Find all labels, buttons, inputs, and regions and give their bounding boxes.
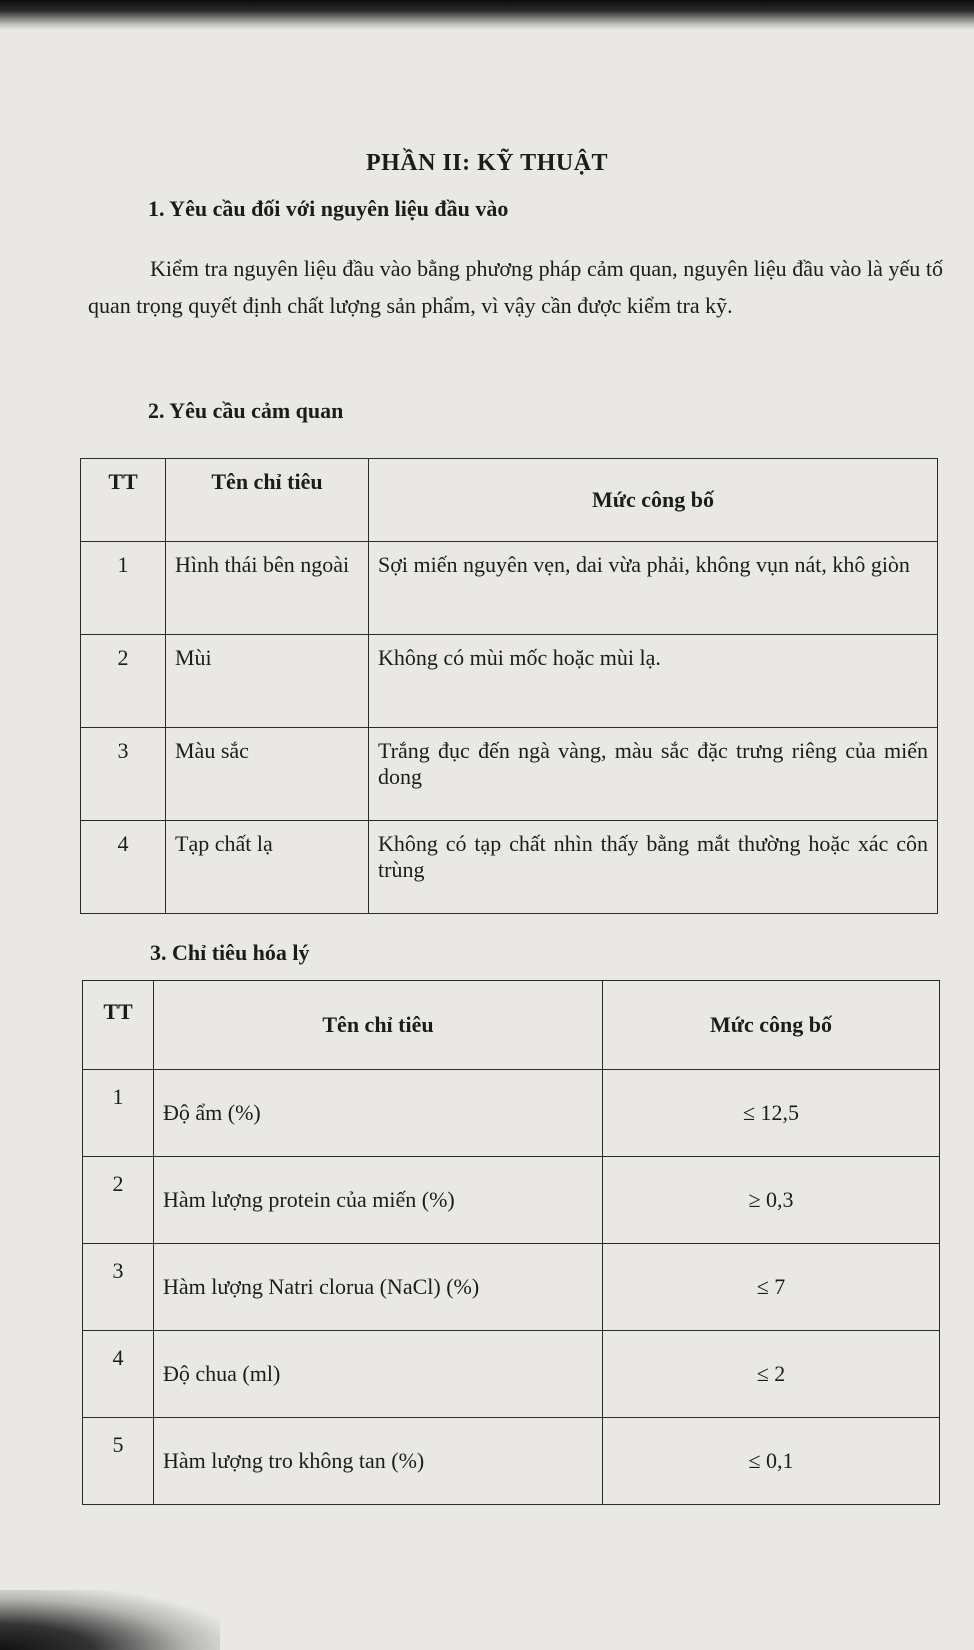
cell-level: Không có mùi mốc hoặc mùi lạ.	[369, 635, 938, 728]
table-header-row	[83, 981, 940, 1070]
cell-level: ≤ 0,1	[603, 1418, 940, 1505]
cell-tt: 4	[83, 1331, 154, 1418]
part-title: PHẦN II: KỸ THUẬT	[365, 150, 609, 176]
column-header-level: Mức công bố	[603, 981, 940, 1070]
cell-name: Mùi	[166, 635, 369, 728]
table-row	[81, 635, 938, 728]
section-1-paragraph: Kiểm tra nguyên liệu đầu vào bằng phương pháp cảm quan, nguyên liệu đầu vào là yếu tố quan trọng quyết định chất lượng sản phẩm, vì vậy cần được kiểm tra kỹ.	[88, 256, 943, 318]
column-header-tt: TT	[83, 981, 154, 1070]
cell-name: Độ chua (ml)	[154, 1331, 603, 1418]
cell-tt: 4	[81, 821, 166, 914]
section-1-heading: 1. Yêu cầu đối với nguyên liệu đầu vào	[148, 196, 509, 221]
cell-name: Màu sắc	[166, 728, 369, 821]
physicochemical-table	[82, 980, 940, 1505]
cell-tt: 1	[83, 1070, 154, 1157]
cell-tt: 5	[83, 1418, 154, 1505]
cell-level: Không có tạp chất nhìn thấy bằng mắt thường hoặc xác côn trùng	[369, 821, 938, 914]
table-row	[83, 1418, 940, 1505]
cell-name: Hình thái bên ngoài	[166, 542, 369, 635]
table-row	[83, 1070, 940, 1157]
cell-level: ≤ 7	[603, 1244, 940, 1331]
cell-name: Tạp chất lạ	[166, 821, 369, 914]
table-row	[81, 542, 938, 635]
section-2-heading: 2. Yêu cầu cảm quan	[148, 398, 344, 423]
cell-name: Hàm lượng Natri clorua (NaCl) (%)	[154, 1244, 603, 1331]
table-row	[83, 1331, 940, 1418]
column-header-name: Tên chỉ tiêu	[154, 981, 603, 1070]
sensory-requirements-table	[80, 458, 938, 914]
table-row	[83, 1244, 940, 1331]
cell-name: Hàm lượng tro không tan (%)	[154, 1418, 603, 1505]
column-header-tt: TT	[81, 459, 166, 542]
table-header-row	[81, 459, 938, 542]
cell-level: Trắng đục đến ngà vàng, màu sắc đặc trưng riêng của miến dong	[369, 728, 938, 821]
cell-tt: 2	[81, 635, 166, 728]
table-row	[81, 728, 938, 821]
table-row	[81, 821, 938, 914]
cell-name: Độ ẩm (%)	[154, 1070, 603, 1157]
cell-level: Sợi miến nguyên vẹn, dai vừa phải, không vụn nát, khô giòn	[369, 542, 938, 635]
cell-tt: 1	[81, 542, 166, 635]
cell-level: ≥ 0,3	[603, 1157, 940, 1244]
table-row	[83, 1157, 940, 1244]
cell-tt: 3	[81, 728, 166, 821]
cell-tt: 2	[83, 1157, 154, 1244]
cell-level: ≤ 2	[603, 1331, 940, 1418]
section-3-heading: 3. Chỉ tiêu hóa lý	[150, 940, 310, 965]
cell-tt: 3	[83, 1244, 154, 1331]
column-header-level: Mức công bố	[369, 459, 938, 542]
column-header-name: Tên chỉ tiêu	[166, 459, 369, 542]
cell-name: Hàm lượng protein của miến (%)	[154, 1157, 603, 1244]
cell-level: ≤ 12,5	[603, 1070, 940, 1157]
